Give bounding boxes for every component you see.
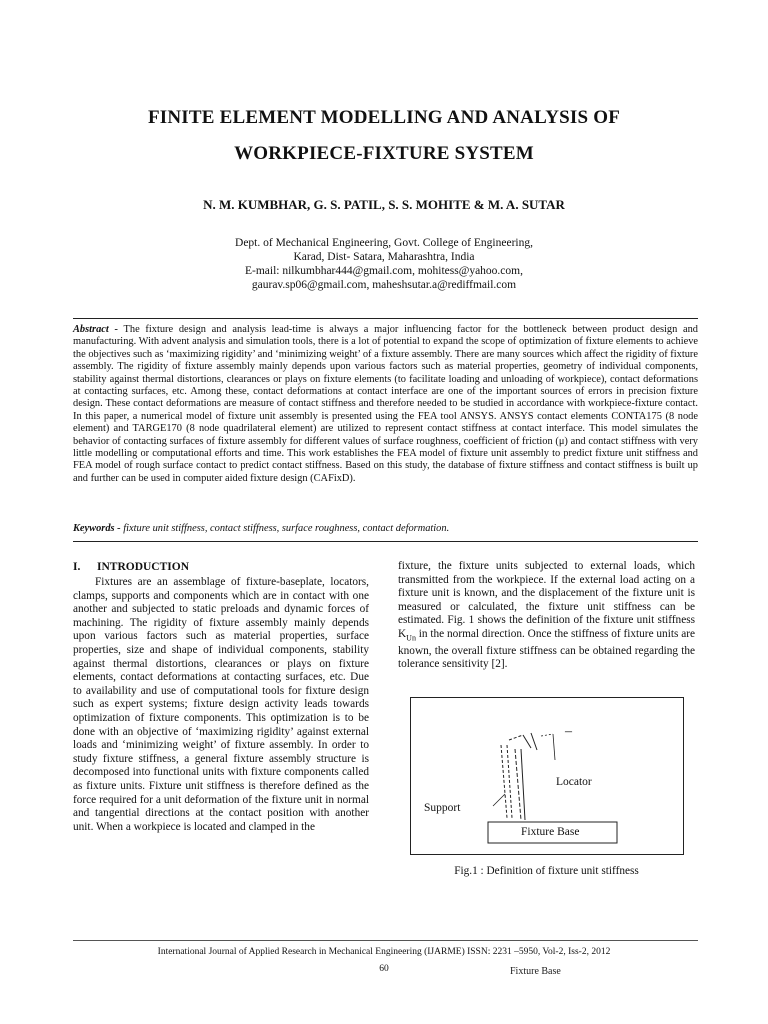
- locator-label: Locator: [556, 776, 592, 788]
- support-label: Support: [424, 802, 461, 814]
- body-right-text-1: fixture, the fixture units subjected to external loads, which transmitted from the workpiece. If the external load acting on a fixture unit is known, and the displacement of the fixture unit is measured or calculated, the fixture unit stiffness can be estimated. Fig. 1 shows the definition of the fixture unit stiffness K: [398, 560, 695, 640]
- dimension-line: [541, 734, 553, 736]
- support-edge-right: [507, 745, 512, 818]
- body-left-column: Fixtures are an assemblage of fixture-baseplate, locators, clamps, supports and components which are in contact with one another and subjected to static preloads and dynamic forces of machining. The rigidity of fixture assembly mainly depends upon various factors such as material properties, surface properties, size and shape of individual components, stability against thermal distortions, clearances or plays on fixture elements, contact deformations at contacting surfaces, etc. Due to availability and use of computational tools for fixture design such as expert systems; fixture design activity leads towards optimization of fixture components. This optimization is to be done with an objective of ‘maximizing rigidity’ against external loads and ‘minimizing weight’ of fixture assembly. In order to study fixture stiffness, a general fixture assembly structure is decomposed into functional units with fixture components called as fixture units. Fixture unit stiffness is therefore defined as the force required for a unit deformation of the fixture unit in normal and tangential directions at the contact position with another unit. When a workpiece is located and clamped in the: [73, 576, 369, 833]
- authors: N. M. KUMBHAR, G. S. PATIL, S. S. MOHITE & M. A. SUTAR: [203, 197, 565, 212]
- load-indicator: [531, 733, 537, 750]
- locator-leader-line: [553, 734, 555, 760]
- footer-journal: International Journal of Applied Research in Mechanical Engineering (IJARME) ISSN: 2231 –5950, Vol-2, Iss-2, 2012: [157, 947, 611, 957]
- figure-caption: Fig.1 : Definition of fixture unit stiffness: [454, 865, 639, 877]
- affiliation-line-3: E-mail: nilkumbhar444@gmail.com, mohitess@yahoo.com,: [245, 265, 523, 277]
- paper-title-line-2: WORKPIECE-FIXTURE SYSTEM: [234, 143, 534, 164]
- page-number: 60: [379, 964, 389, 974]
- abstract-lead: Abstract -: [73, 324, 118, 335]
- footer-rule: [73, 940, 698, 941]
- affiliation-line-2: Karad, Dist- Satara, Maharashtra, India: [293, 251, 475, 263]
- abstract-text: The fixture design and analysis lead-time is always a major influencing factor for the bottleneck between product design and manufacturing. With advent analysis and simulation tools, there is a lot of potential to expand the scope of optimization of fixture elements to achieve the objectives such as ‘maximizing rigidity’ and ‘minimizing weight’ of a fixture assembly. There are many sources which affect the rigidity of fixture assembly. The rigidity of fixture assembly mainly depends upon various factors such as material properties, geometry of individual components, stability against thermal distortions, clearances or plays on fixture elements (to facilitate loading and unloading of workpiece), contact deformations at contacting surfaces, etc. Among these, contact deformations at contact interface are one of the important sources of errors in precision fixture design. These contact deformations are measure of contact stiffness and therefore needed to be studied in accordance with workpiece-fixture contact. In this paper, a numerical model of fixture unit assembly is presented using the FEA tool ANSYS. ANSYS contact elements CONTA175 (8 node element) and TARGE170 (8 node quadrilateral element) are utilized to represent contact stiffness at contact interface. This model simulates the behavior of contacting surfaces of fixture assembly for different values of surface roughness, coefficient of friction (μ) and contact stiffness with very little modelling or computational efforts and time. This work establishes the FEA model of fixture unit assembly to predict fixture unit stiffness and FEA model of rough surface contact to predict contact stiffness. Based on this study, the database of fixture stiffness and contact stiffness is built up and further can be used in computer aided fixture design (CAFixD).: [73, 324, 698, 484]
- body-right-text-2: in the normal direction. Once the stiffness of fixture units are known, the overall fixture stiffness can be obtained regarding the tolerance sensitivity [2].: [398, 627, 695, 671]
- clipped-footer-text: [510, 966, 580, 980]
- locator-edge-left: [515, 749, 521, 820]
- abstract: [73, 324, 698, 485]
- abstract-top-rule: [73, 318, 698, 319]
- body-right-column: [398, 560, 695, 672]
- affiliation-line-1: Dept. of Mechanical Engineering, Govt. College of Engineering,: [235, 237, 533, 249]
- keywords-bottom-rule: [73, 541, 698, 542]
- section-number: I.: [73, 561, 81, 573]
- locator-edge-right: [521, 749, 525, 820]
- keywords-text: fixture unit stiffness, contact stiffness, surface roughness, contact deformation.: [123, 523, 450, 534]
- keywords: [73, 523, 698, 534]
- workpiece-right-edge: [523, 735, 531, 748]
- figure-dash-label: –: [565, 724, 572, 739]
- workpiece-top-edge: [509, 735, 523, 740]
- clipped-footer-label: Fixture Base: [510, 966, 561, 977]
- keywords-lead: Keywords -: [73, 523, 121, 534]
- fixture-base-label: Fixture Base: [521, 826, 580, 838]
- support-leader-line: [493, 794, 505, 806]
- figure-1: [410, 697, 684, 855]
- affiliation: [0, 236, 768, 292]
- paper-title-line-1: FINITE ELEMENT MODELLING AND ANALYSIS OF: [147, 107, 621, 128]
- affiliation-line-4: gaurav.sp06@gmail.com, maheshsutar.a@rediffmail.com: [251, 279, 517, 291]
- stiffness-subscript: Un: [406, 633, 416, 643]
- support-edge-left: [501, 745, 507, 818]
- section-heading: [73, 561, 189, 573]
- section-title: INTRODUCTION: [97, 561, 190, 573]
